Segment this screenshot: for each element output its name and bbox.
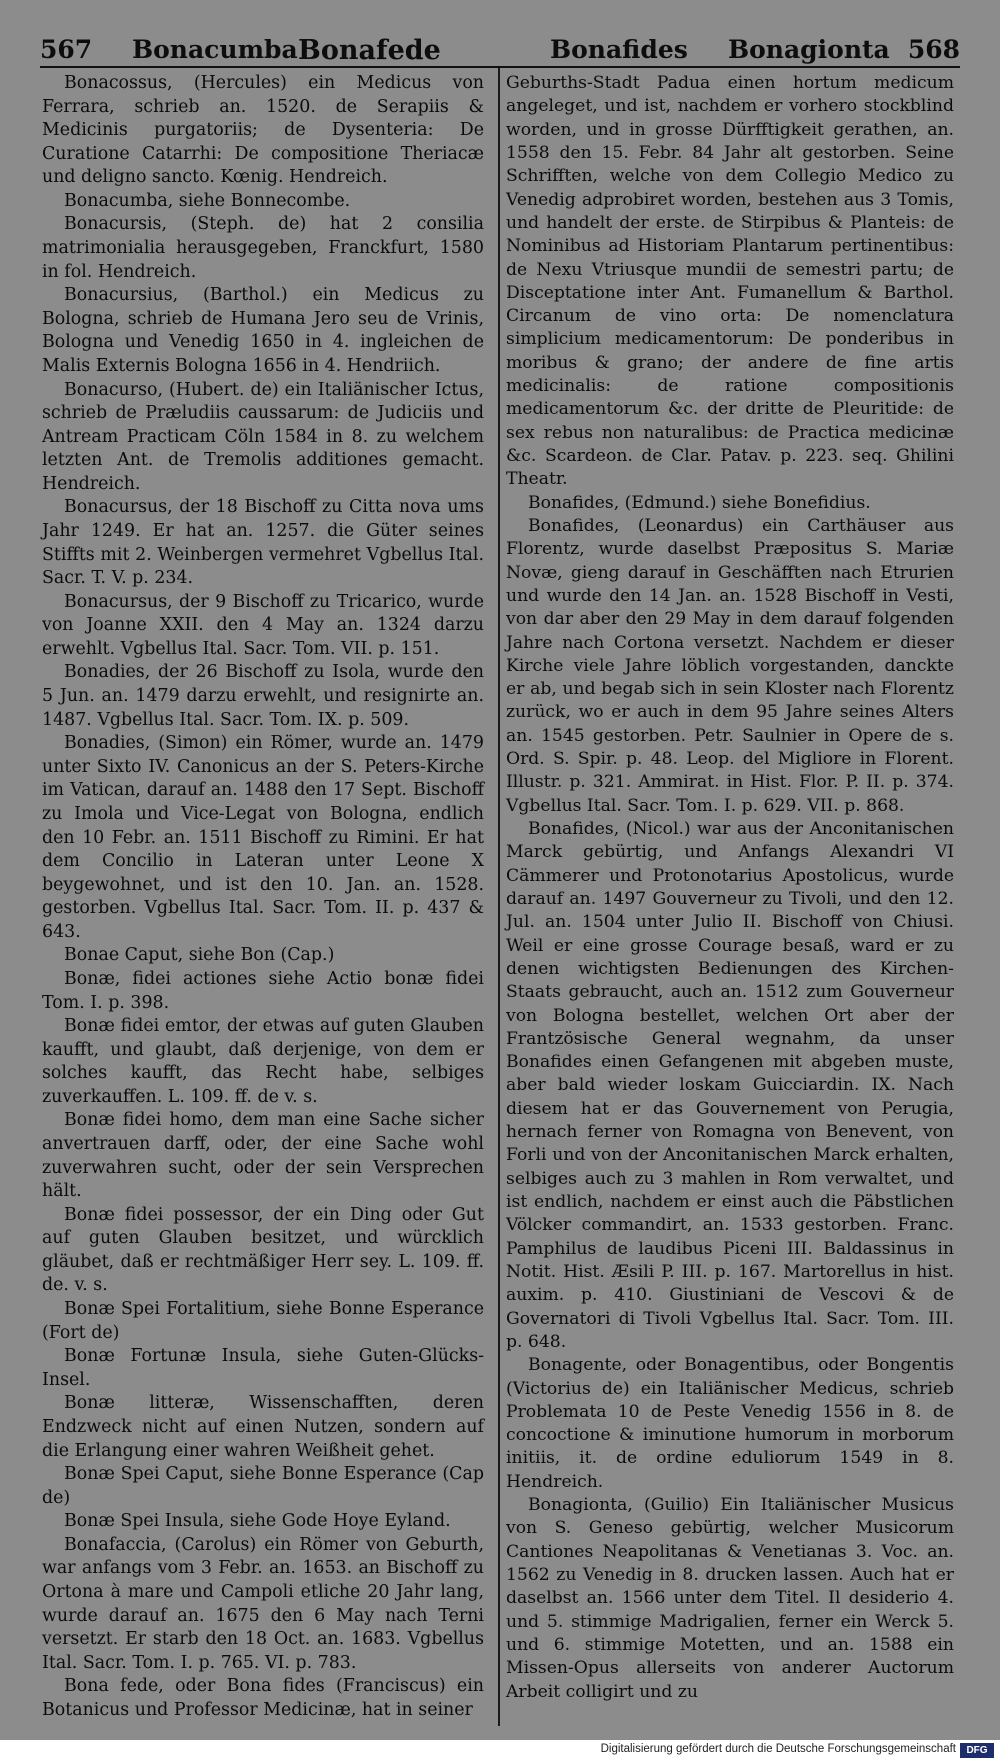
page-number-right: 568 — [907, 35, 960, 64]
headword-4: Bonagionta — [728, 35, 890, 64]
entry: Bonacursus, der 18 Bischoff zu Citta nova ums Jahr 1249. Er hat an. 1257. die Güter seines Stiffts mit 2. Weinbergen vermehret Vgbellus Ital. Sacr. T. V. p. 234. — [42, 497, 484, 589]
entry: Bonacurso, (Hubert. de) ein Italiänischer Ictus, schrieb de Præludiis caussarum: de Judiciis und Antream Practicam Cöln 1584 in 8. zu welchem letzten Ant. de Tremolis additiones gemacht. Hendreich. — [42, 379, 484, 494]
footer-bar — [0, 1740, 1000, 1762]
running-header — [40, 35, 960, 65]
entry: Bonæ Spei Insula, siehe Gode Hoye Eyland. — [64, 1511, 451, 1532]
entry: Bonæ Spei Caput, siehe Bonne Esperance (Cap de) — [42, 1464, 484, 1508]
headword-1: Bonacumba — [132, 35, 298, 64]
funding-credit: Digitalisierung gefördert durch die Deutsche Forschungsgemeinschaft — [600, 1743, 956, 1755]
right-column — [506, 72, 954, 1704]
entry: Bonafides, (Nicol.) war aus der Anconitanischen Marck gebürtig, und Anfangs Alexandri VI Cämmerer und Protonotarius Apostolicus, wurde darauf an. 1497 Gouverneur zu Tivoli, und den 12. Jul. an. 1504 unter Julio II. Bischoff von Chiusi. Weil er eine grosse Courage besaß, ward er zu denen wichtigsten Bedienungen des Kirchen-Staats gebraucht, auch an. 1512 zum Gouverneur von Bologna bestellet, welchen Ort aber der Frantzösische General wegnahm, da unser Bonafides einen Gefangenen mit abgeben muste, aber bald wieder loskam Guicciardin. IX. Nach diesem hat er das Gouvernement von Perugia, hernach ferner von Romagna von Benevent, von Forli und von der Anconitanischen Marck erhalten, selbiges auch zu 3 mahlen in Rom verwaltet, und ist endlich, nachdem er einst auch die Päbstlichen Völcker commandirt, an. 1533 gestorben. Franc. Pamphilus de laudibus Piceni III. Baldassinus in Notit. Hist. Æsili P. III. p. 167. Martorellus in hist. auxim. p. 410. Giustiniani de Vescovi & de Governatori di Tivoli Vgbellus Ital. Sacr. Tom. III. p. 648. — [506, 819, 954, 1352]
entry: Bonacossus, (Hercules) ein Medicus von Ferrara, schrieb an. 1520. de Serapiis & Medicinis purgatoriis; de Dysenteria: De Curatione Catarrhi: De compositione Theriacæ und deligno sancto. Kœnig. Hendreich. — [42, 73, 484, 188]
entry: Bonadies, (Simon) ein Römer, wurde an. 1479 unter Sixto IV. Canonicus an der S. Peters-Kirche im Vatican, darauf an. 1488 den 17 Sept. Bischoff zu Imola und Vice-Legat von Bologna, endlich den 10 Febr. an. 1511 Bischoff zu Rimini. Er hat dem Concilio in Lateran unter Leone X beygewohnet, und ist den 10. Jan. an. 1528. gestorben. Vgbellus Ital. Sacr. Tom. II. p. 437 & 643. — [42, 733, 484, 942]
entry: Bonafides, (Edmund.) siehe Bonefidius. — [528, 492, 871, 513]
entry: Bonæ, fidei actiones siehe Actio bonæ fidei Tom. I. p. 398. — [42, 968, 484, 1013]
entry-continued: Geburths-Stadt Padua einen hortum medicum angeleget, und ist, nachdem er vorhero stockblind worden, und in grosse Dürfftigkeit gerathen, an. 1558 den 15. Febr. 84 Jahr alt gestorben. Seine Schrifften, welche von dem Collegio Medico zu Venedig adprobiret worden, bestehen aus 3 Tomis, und handelt der erste. de Stirpibus & Planteis: de Nominibus ad Historiam Plantarum pertinentibus: de Nexu Vtriusque mundii de semestri partu; de Disceptatione inter Ant. Fumanellum & Barthol. Circanum de vino orta: De nomenclatura simplicium medicamentorum: De ponderibus in moribus & grano; der andere de fine artis medicinalis: de ratione compositionis medicamentorum &c. der dritte de Pleuritide: de sex rebus non naturalibus: de Practica medicinæ &c. Scardeon. de Clar. Patav. p. 223. seq. Ghilini Theatr. — [506, 73, 954, 490]
entry: Bonæ litteræ, Wissenschafften, deren Endzweck nicht auf einen Nutzen, sondern auf die Erlangung einer wahren Weißheit gehet. — [42, 1393, 484, 1461]
headword-3: Bonafides — [550, 35, 688, 64]
entry: Bonafaccia, (Carolus) ein Römer von Geburth, war anfangs vom 3 Febr. an. 1653. an Bischoff zu Ortona à mare und Campoli etliche 20 Jahr lang, wurde darauf an. 1675 den 6 May nach Terni versetzt. Er starb den 18 Oct. an. 1683. Vgbellus Ital. Sacr. Tom. I. p. 765. VI. p. 783. — [42, 1534, 484, 1673]
entry: Bonæ Fortunæ Insula, siehe Guten-Glücks-Insel. — [42, 1346, 484, 1390]
entry: Bonæ fidei emtor, der etwas auf guten Glauben kaufft, und glaubt, daß derjenige, von dem er solches kaufft, das Recht habe, selbiges zuverkauffen. L. 109. ff. de v. s. — [42, 1016, 484, 1107]
headword-2: Bonafede — [298, 35, 441, 66]
entry: Bonæ fidei possessor, der ein Ding oder Gut auf guten Glauben besitzet, und würcklich gläubet, daß er rechtmäßiger Herr sey. L. 109. ff. de. v. s. — [42, 1204, 484, 1296]
column-divider — [498, 68, 500, 1726]
entry: Bonæ Spei Fortalitium, siehe Bonne Esperance (Fort de) — [42, 1299, 484, 1343]
left-column — [42, 72, 484, 1722]
entry: Bonæ fidei homo, dem man eine Sache sicher anvertrauen darff, oder, der eine Sache wohl zuverwahren sucht, oder der sein Versprechen hält. — [42, 1110, 484, 1202]
entry: Bonagente, oder Bonagentibus, oder Bongentis (Victorius de) ein Italiänischer Medicus, schrieb Problemata 10 de Peste Venedig 1556 in 8. de concoctione & iminutione humorum in morborum initiis, it. de ordine eduliorum 1549 in 8. Hendreich. — [506, 1355, 954, 1492]
page-number-left: 567 — [40, 35, 93, 64]
entry: Bonacursius, (Barthol.) ein Medicus zu Bologna, schrieb de Humana Jero seu de Vrinis, Bologna und Venedig 1650 in 4. ingleichen de Malis Externis Bologna 1656 in 4. Hendriich. — [42, 285, 484, 376]
entry: Bonagionta, (Guilio) Ein Italiänischer Musicus von S. Geneso gebürtig, welcher Musicorum Cantiones Neapolitanas & Venetianas 3. Voc. an. 1562 zu Venedig in 8. drucken lassen. Auch hat er daselbst an. 1566 unter dem Titel. Il desiderio 4. und 5. stimmige Madrigalien, ferner ein Werck 5. und 6. stimmige Motetten, und an. 1588 ein Missen-Opus allerseits von anderer Auctorum Arbeit colligirt und zu — [506, 1495, 954, 1702]
entry: Bonacursis, (Steph. de) hat 2 consilia matrimonialia herausgegeben, Franckfurt, 1580 in fol. Hendreich. — [42, 214, 484, 282]
entry: Bonadies, der 26 Bischoff zu Isola, wurde den 5 Jun. an. 1479 darzu erwehlt, und resignirte an. 1487. Vgbellus Ital. Sacr. Tom. IX. p. 509. — [42, 662, 484, 730]
entry: Bonafides, (Leonardus) ein Carthäuser aus Florentz, wurde daselbst Præpositus S. Mariæ Novæ, gieng darauf in Geschäfften nach Etrurien und wurde den 14 Jan. an. 1528 Bischoff in Vesti, von dar aber den 29 May in dem darauf folgenden Jahre nach Cortona versetzt. Nachdem er dieser Kirche viele Jahre löblich vorgestanden, danckte er ab, und begab sich in sein Kloster nach Florentz zurück, wo er auch in dem 95 Jahre seines Alters an. 1545 gestorben. Petr. Saulnier in Opere de s. Ord. S. Spir. p. 48. Leop. del Migliore in Florent. Illustr. p. 321. Ammirat. in Hist. Flor. P. II. p. 374. Vgbellus Ital. Sacr. Tom. I. p. 629. VII. p. 868. — [506, 515, 954, 816]
entry: Bonacumba, siehe Bonnecombe. — [64, 190, 351, 211]
header-rule — [40, 66, 960, 68]
dfg-logo: DFG — [960, 1743, 994, 1758]
entry: Bonacursus, der 9 Bischoff zu Tricarico, wurde von Joanne XXII. den 4 May an. 1324 darzu erwehlt. Vgbellus Ital. Sacr. Tom. VII. p. 151. — [42, 591, 484, 659]
entry: Bona fede, oder Bona fides (Franciscus) ein Botanicus und Professor Medicinæ, hat in seiner — [42, 1676, 484, 1720]
entry: Bonae Caput, siehe Bon (Cap.) — [64, 945, 335, 966]
